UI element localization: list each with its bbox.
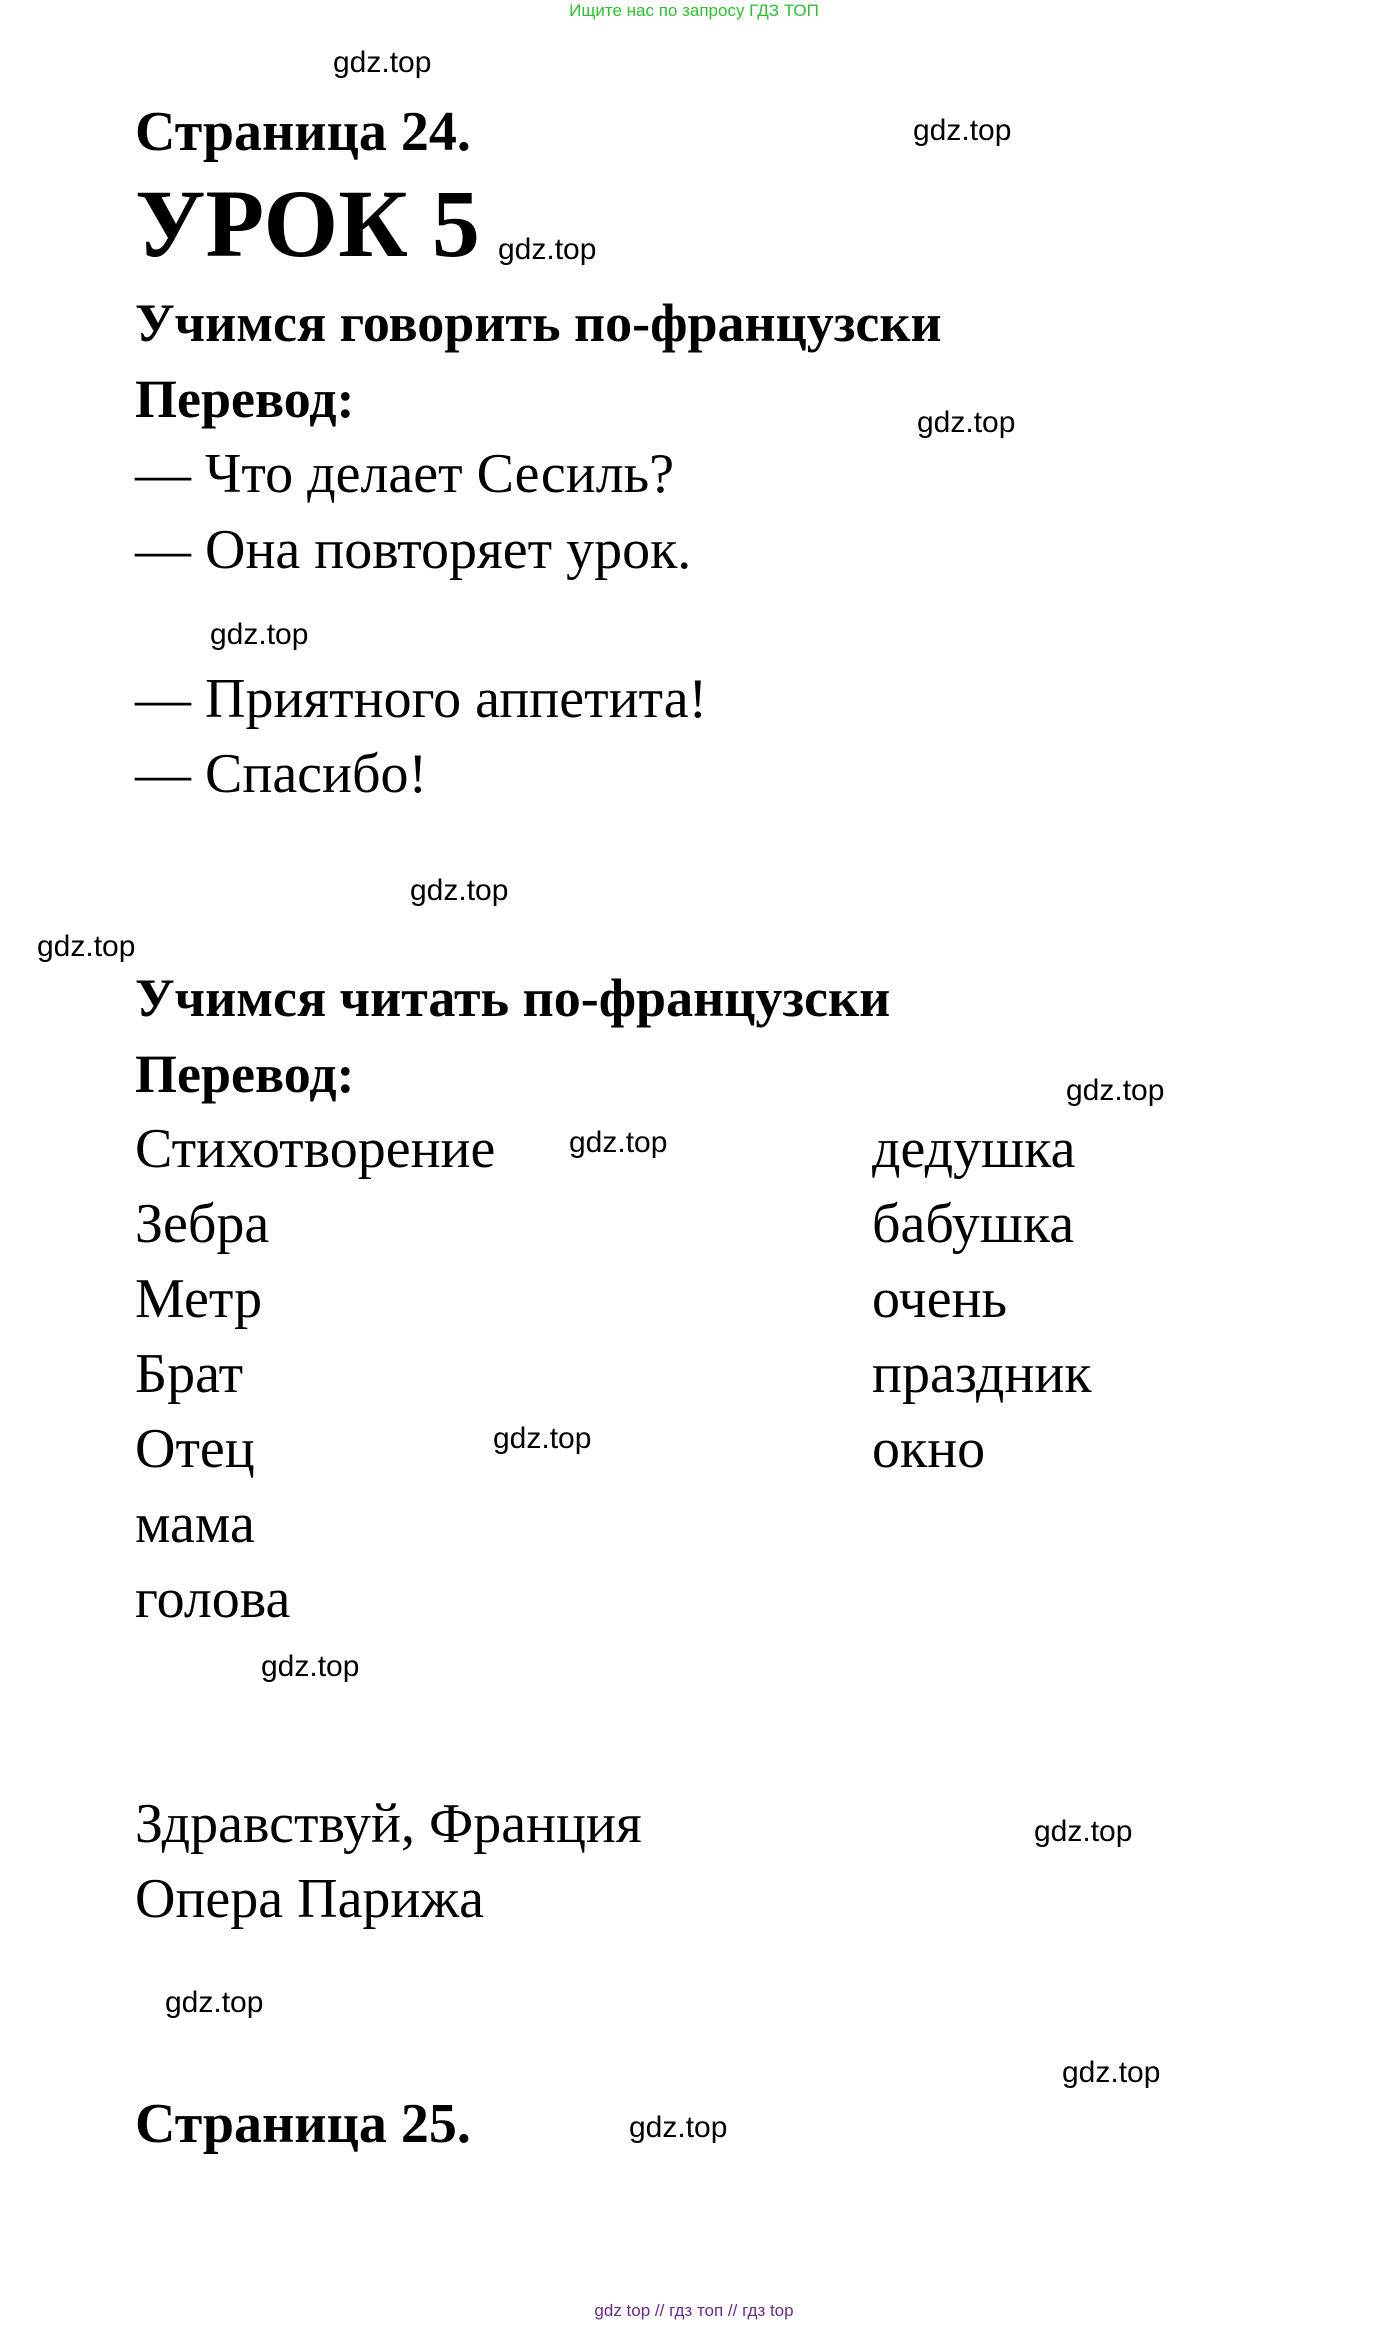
word-right: окно: [872, 1418, 986, 1480]
watermark: gdz.top: [37, 930, 136, 963]
phrase: Здравствуй, Франция: [135, 1793, 642, 1855]
watermark: gdz.top: [1062, 2056, 1161, 2089]
section-read-translation-label: Перевод:: [135, 1044, 355, 1104]
watermark: gdz.top: [569, 1126, 668, 1159]
watermark: gdz.top: [629, 2111, 728, 2144]
bottom-banner: gdz top // гдз топ // гдз top: [594, 2301, 794, 2320]
watermark: gdz.top: [410, 874, 509, 907]
section-speak-translation-label: Перевод:: [135, 369, 355, 429]
word-left: голова: [135, 1568, 291, 1630]
word-left: Стихотворение: [135, 1118, 496, 1180]
top-banner: Ищите нас по запросу ГДЗ ТОП: [569, 1, 819, 20]
word-right: праздник: [872, 1343, 1092, 1405]
dialogue-line: — Спасибо!: [135, 743, 428, 805]
word-right: очень: [872, 1268, 1008, 1330]
watermark: gdz.top: [498, 233, 597, 266]
dialogue-line: — Что делает Сесиль?: [135, 443, 675, 505]
dialogue-line: — Она повторяет урок.: [135, 519, 692, 581]
word-left: Метр: [135, 1268, 263, 1330]
word-left: Брат: [135, 1343, 244, 1405]
watermark: gdz.top: [493, 1422, 592, 1455]
dialogue-line: — Приятного аппетита!: [135, 668, 708, 730]
word-left: Зебра: [135, 1193, 270, 1255]
watermark: gdz.top: [913, 114, 1012, 147]
watermark: gdz.top: [165, 1986, 264, 2019]
word-right: бабушка: [872, 1193, 1075, 1255]
watermark: gdz.top: [333, 46, 432, 79]
phrase: Опера Парижа: [135, 1868, 484, 1930]
watermark: gdz.top: [261, 1650, 360, 1683]
lesson-title: УРОК 5: [135, 170, 480, 277]
page-24-title: Страница 24.: [135, 101, 471, 163]
watermark: gdz.top: [210, 618, 309, 651]
watermark: gdz.top: [1034, 1815, 1133, 1848]
section-speak-heading: Учимся говорить по-французски: [135, 293, 942, 353]
page-25-title: Страница 25.: [135, 2093, 471, 2155]
word-left: мама: [135, 1493, 255, 1555]
watermark: gdz.top: [1066, 1074, 1165, 1107]
section-read-heading: Учимся читать по-французски: [135, 968, 891, 1028]
word-right: дедушка: [872, 1118, 1076, 1180]
watermark: gdz.top: [917, 406, 1016, 439]
word-left: Отец: [135, 1418, 255, 1480]
